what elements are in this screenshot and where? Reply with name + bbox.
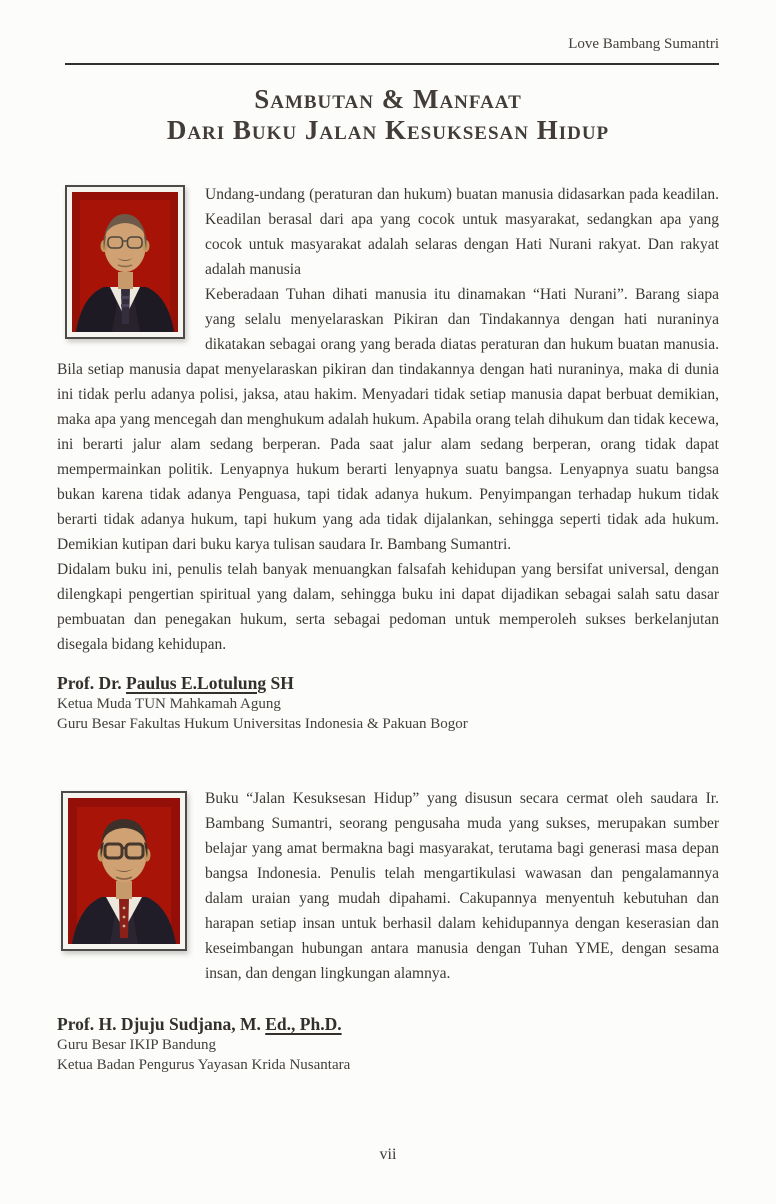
portrait-photo-2-illustration: [68, 798, 180, 944]
header-rule: [65, 63, 719, 65]
page-title: [57, 84, 719, 146]
signature-lotulung-role-2: Guru Besar Fakultas Hukum Universitas Indonesia & Pakuan Bogor: [57, 715, 468, 732]
section-sudjana: [57, 786, 719, 998]
signature-sudjana-name-prefix: Prof. H. Djuju Sudjana, M.: [57, 1014, 266, 1034]
page-title-line1: Sambutan & Manfaat: [254, 84, 522, 114]
portrait-photo-1-illustration: [72, 192, 178, 332]
signature-sudjana-name: [57, 1013, 719, 1036]
signature-sudjana-role-1: Guru Besar IKIP Bandung: [57, 1037, 217, 1053]
signature-sudjana: [57, 1013, 719, 1075]
signature-lotulung: [57, 672, 719, 734]
signature-lotulung-name: [57, 672, 719, 695]
paragraph-4: Buku “Jalan Kesuksesan Hidup” yang disusun secara cermat oleh saudara Ir. Bambang Sumantri, seorang pengusaha muda yang sukses, merupakan sumber belajar yang amat bermakna bagi masyarakat, terutama bagi generasi masa depan bangsa Indonesia. Penulis telah mengartikulasi wawasan dan pengalamannya dalam uraian yang mudah dipahami. Cakupannya menyentuh kebutuhan dan harapan setiap insan untuk berhasil dalam kehidupannya dengan keserasian dan keseimbangan hubungan antara manusia dengan Tuhan YME, dengan sesama insan, dan dengan lingkungan alamnya.: [205, 790, 719, 982]
section-sudjana-text: [205, 786, 719, 986]
signature-sudjana-role-2: Ketua Badan Pengurus Yayasan Krida Nusantara: [57, 1056, 351, 1073]
page-title-line2: Dari Buku Jalan Kesuksesan Hidup: [166, 115, 610, 145]
signature-lotulung-role-1: Ketua Muda TUN Mahkamah Agung: [57, 696, 281, 712]
paragraph-1: Undang-undang (peraturan dan hukum) buatan manusia didasarkan pada keadilan. Keadilan berasal dari apa yang cocok untuk masyarakat, sedangkan apa yang cocok untuk masyarakat adalah selaras dengan Hati Nurani rakyat. Dan rakyat adalah manusia: [205, 186, 719, 278]
paragraph-3: Didalam buku ini, penulis telah banyak menuangkan falsafah kehidupan yang bersifat universal, dengan dilengkapi pengertian spiritual yang dalam, sehingga buku ini dapat dijadikan sebagai salah satu dasar pembuatan dan penegakan hukum, serta sebagai pedoman untuk memperoleh sukses berkelanjutan disegala bidang kehidupan.: [57, 561, 719, 653]
page-number: vii: [379, 1146, 397, 1163]
photo-frame-1: [65, 185, 185, 339]
signature-lotulung-name-underlined: Paulus E.Lotulung: [126, 673, 267, 693]
signature-lotulung-name-suffix: SH: [266, 673, 294, 693]
paragraph-2: Keberadaan Tuhan dihati manusia itu dinamakan “Hati Nurani”. Barang siapa yang selalu menyelaraskan Pikiran dan Tindakannya dengan hati nuraninya dikatakan sebagai orang yang berada diatas peraturan dan hukum buatan manusia. Bila setiap manusia dapat menyelaraskan pikiran dan tindakannya dengan hati nuraninya, maka di dunia ini tidak perlu adanya polisi, jaksa, atau hakim. Menyadari tidak setiap manusia dapat berbuat demikian, maka apa yang mencegah dan menghukum adalah hukum. Apabila orang telah dihukum dan tidak kecewa, ini berarti jalur alam sedang berperan. Pada saat jalur alam sedang berperan, orang tidak dapat mempermainkan politik. Lenyapnya hukum berarti lenyapnya suatu bangsa. Lenyapnya suatu bangsa bukan karena tidak adanya Penguasa, tapi tidak adanya hukum. Penyimpangan terhadap hukum tidak berarti tidak adanya hukum, tapi hukum yang ada tidak dijalankan, sehingga seperti tidak ada hukum. Demikian kutipan dari buku karya tulisan saudara Ir. Bambang Sumantri.: [57, 286, 719, 553]
portrait-photo-2: [61, 791, 187, 951]
photo-frame-2: [61, 791, 187, 951]
portrait-photo-1: [65, 185, 185, 339]
signature-sudjana-name-underlined: Ed., Ph.D.: [265, 1014, 342, 1034]
running-header: Love Bambang Sumantri: [568, 36, 719, 52]
section-lotulung: [57, 182, 719, 657]
signature-lotulung-name-prefix: Prof. Dr.: [57, 673, 127, 693]
